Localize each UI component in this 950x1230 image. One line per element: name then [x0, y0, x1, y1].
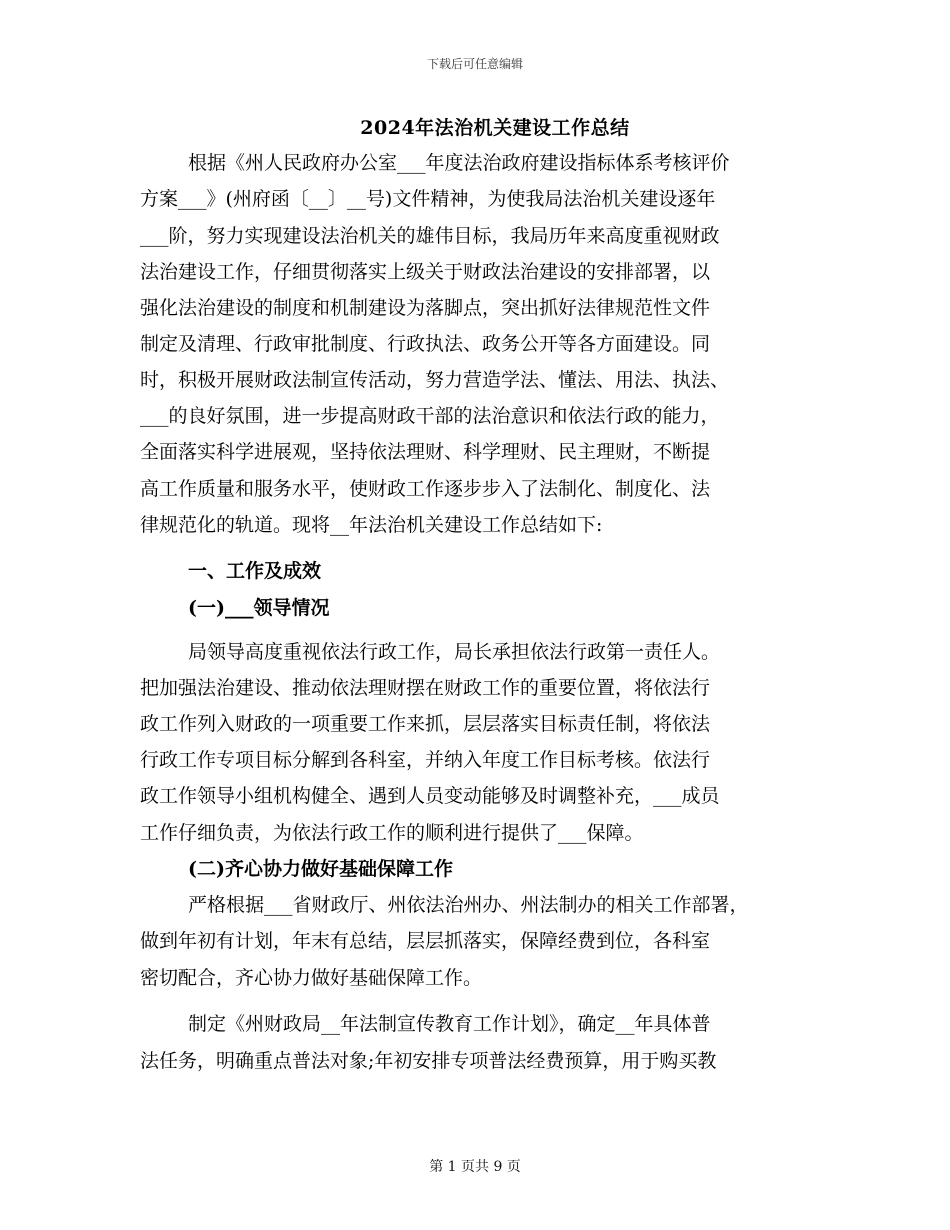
document-title: 2024年法治机关建设工作总结 [360, 117, 630, 139]
paragraph-line: 政工作领导小组机构健全、遇到人员变动能够及时调整补充，___成员 [140, 785, 720, 807]
paragraph-line: 方案___》(州府函〔__〕__号)文件精神，为使我局法治机关建设逐年 [140, 188, 716, 210]
section-heading: (一)___领导情况 [188, 597, 330, 619]
paragraph-line: 律规范化的轨道。现将__年法治机关建设工作总结如下: [140, 514, 603, 536]
section-heading: 一、工作及成效 [188, 560, 322, 582]
page-footer: 第 1 页共 9 页 [429, 1159, 521, 1175]
paragraph-line: 制定《州财政局__年法制宣传教育工作计划》，确定__年具体普 [188, 1013, 711, 1035]
paragraph-line: 行政工作专项目标分解到各科室，并纳入年度工作目标考核。依法行 [140, 749, 711, 771]
paragraph-line: 时，积极开展财政法制宣传活动，努力营造学法、懂法、用法、执法、 [140, 369, 730, 391]
paragraph-line: 法任务，明确重点普法对象;年初安排专项普法经费预算，用于购买教 [140, 1050, 717, 1072]
paragraph-line: 密切配合，齐心协力做好基础保障工作。 [140, 967, 483, 989]
paragraph-line: ___的良好氛围，进一步提高财政干部的法治意识和依法行政的能力， [140, 405, 720, 427]
paragraph-line: 高工作质量和服务水平，使财政工作逐步步入了法制化、制度化、法 [140, 478, 711, 500]
paragraph-line: 政工作列入财政的一项重要工作来抓，层层落实目标责任制，将依法 [140, 713, 711, 735]
paragraph-line: 做到年初有计划，年末有总结，层层抓落实，保障经费到位，各科室 [140, 930, 711, 952]
paragraph-line: ___阶，努力实现建设法治机关的雄伟目标，我局历年来高度重视财政 [140, 225, 720, 247]
paragraph-line: 根据《州人民政府办公室___年度法治政府建设指标体系考核评价 [188, 152, 730, 174]
paragraph-line: 强化法治建设的制度和机制建设为落脚点，突出抓好法律规范性文件 [140, 297, 711, 319]
page-header-note: 下载后可任意编辑 [426, 57, 523, 71]
paragraph-line: 全面落实科学进展观，坚持依法理财、科学理财、民主理财，不断提 [140, 441, 711, 463]
paragraph-line: 把加强法治建设、推动依法理财摆在财政工作的重要位置，将依法行 [140, 677, 711, 699]
paragraph-line: 制定及清理、行政审批制度、行政执法、政务公开等各方面建设。同 [140, 333, 711, 355]
paragraph-line: 法治建设工作，仔细贯彻落实上级关于财政法治建设的安排部署，以 [140, 261, 711, 283]
paragraph-line: 局领导高度重视依法行政工作，局长承担依法行政第一责任人。 [188, 641, 721, 663]
paragraph-line: 工作仔细负责，为依法行政工作的顺利进行提供了___保障。 [140, 822, 644, 844]
section-heading: (二)齐心协力做好基础保障工作 [188, 858, 453, 880]
paragraph-line: 严格根据___省财政厅、州依法治州办、州法制办的相关工作部署， [188, 894, 749, 916]
